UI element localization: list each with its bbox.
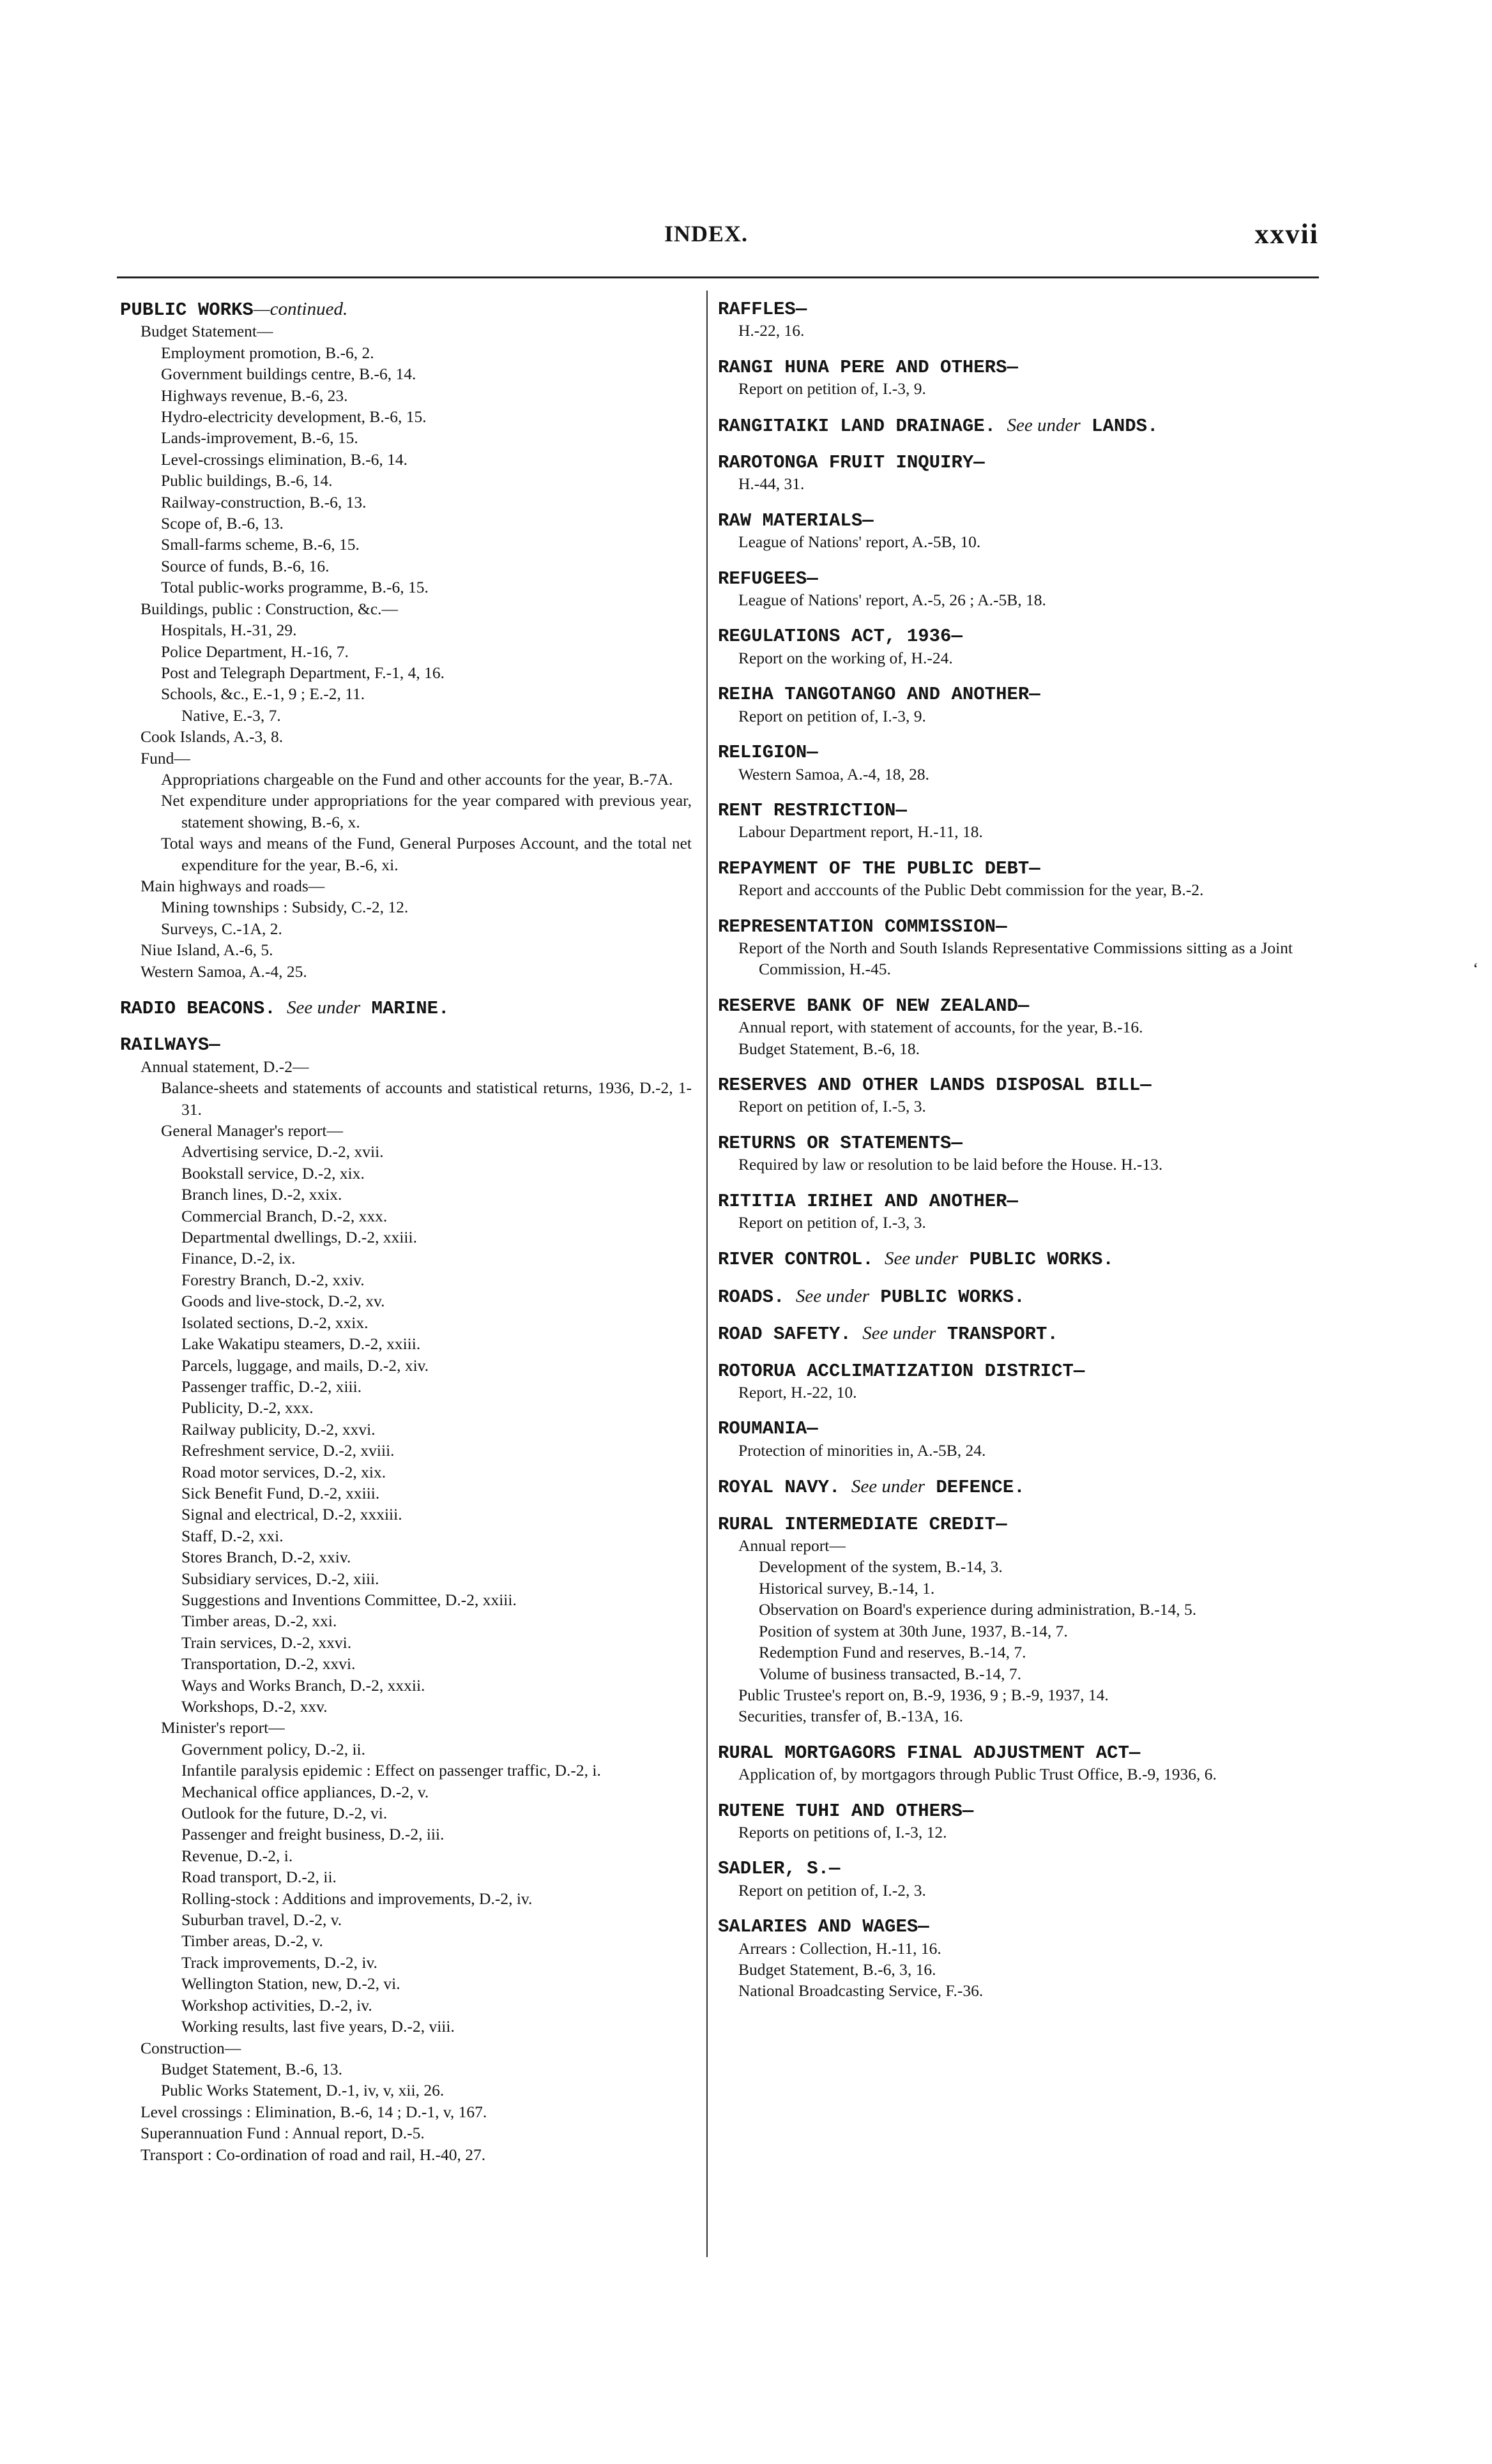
index-entry: Advertising service, D.-2, xvii.: [181, 1142, 384, 1161]
index-heading: [718, 1133, 1293, 1154]
index-entry: Public buildings, B.-6, 14.: [161, 471, 333, 490]
continued-text: —continued.: [253, 299, 348, 319]
index-heading: [718, 995, 1293, 1017]
index-entry: Road transport, D.-2, ii.: [181, 1868, 337, 1887]
index-entry: Finance, D.-2, ix.: [181, 1249, 296, 1268]
index-heading: [120, 299, 692, 321]
index-entry: Hydro-electricity development, B.-6, 15.: [161, 407, 427, 427]
index-entry: Goods and live-stock, D.-2, xv.: [181, 1292, 385, 1311]
index-entry: Fund—: [141, 748, 190, 767]
index-entry: Annual statement, D.-2—: [141, 1057, 309, 1076]
index-entry: Arrears : Collection, H.-11, 16.: [738, 1939, 941, 1958]
index-entry: Surveys, C.-1A, 2.: [161, 919, 282, 938]
index-entry: Budget Statement—: [141, 322, 273, 341]
see-under-text: See under: [1007, 414, 1081, 435]
heading-text: RAROTONGA FRUIT INQUIRY—: [718, 452, 985, 474]
index-entry: Forestry Branch, D.-2, xxiv.: [181, 1270, 365, 1289]
column-divider: [706, 291, 708, 2257]
index-heading: [718, 510, 1293, 531]
index-heading: [120, 1034, 692, 1055]
index-entry: Publicity, D.-2, xxx.: [181, 1398, 314, 1417]
index-entry: Passenger traffic, D.-2, xiii.: [181, 1377, 362, 1396]
index-entry: Buildings, public : Construction, &c.—: [141, 599, 399, 618]
index-entry: National Broadcasting Service, F.-36.: [738, 1981, 984, 2000]
index-entry: League of Nations' report, A.-5B, 10.: [738, 533, 981, 552]
index-entry: Rolling-stock : Additions and improvements, D.-2, iv.: [181, 1889, 533, 1908]
index-entry: Cook Islands, A.-3, 8.: [141, 727, 284, 746]
index-entry: Labour Department report, H.-11, 18.: [738, 822, 983, 842]
index-entry: Track improvements, D.-2, iv.: [181, 1953, 377, 1972]
index-heading: [718, 1361, 1293, 1382]
index-entry: Bookstall service, D.-2, xix.: [181, 1163, 365, 1183]
index-heading: [718, 568, 1293, 589]
index-entry: Mechanical office appliances, D.-2, v.: [181, 1782, 429, 1801]
heading-text: REIHA TANGOTANGO AND ANOTHER—: [718, 684, 1040, 706]
index-entry: Public Trustee's report on, B.-9, 1936, 9 ; B.-9, 1937, 14.: [738, 1685, 1109, 1704]
index-entry: Report of the North and South Islands Representative Commissions sitting as a Joint Commission, H.-45.: [738, 938, 1293, 979]
index-entry: Workshop activities, D.-2, iv.: [181, 1995, 372, 2014]
heading-text: RAILWAYS—: [120, 1034, 220, 1056]
index-heading: [718, 1286, 1293, 1308]
index-entry: Report on petition of, I.-5, 3.: [738, 1097, 926, 1116]
page-header: [0, 220, 1492, 259]
heading-text: RAFFLES—: [718, 299, 807, 320]
index-entry: Mining townships : Subsidy, C.-2, 12.: [161, 898, 409, 917]
index-entry: Wellington Station, new, D.-2, vi.: [181, 1974, 400, 1993]
heading-text: RETURNS OR STATEMENTS—: [718, 1132, 963, 1154]
index-entry: Total public-works programme, B.-6, 15.: [161, 578, 429, 597]
index-heading: [718, 1248, 1293, 1270]
index-entry: Scope of, B.-6, 13.: [161, 514, 284, 533]
index-heading: [718, 1858, 1293, 1879]
index-entry: Isolated sections, D.-2, xxix.: [181, 1313, 369, 1332]
index-entry: Small-farms scheme, B.-6, 15.: [161, 535, 360, 554]
index-entry: Construction—: [141, 2038, 241, 2057]
index-entry: Timber areas, D.-2, xxi.: [181, 1612, 337, 1631]
index-entry: Post and Telegraph Department, F.-1, 4, 16.: [161, 663, 445, 682]
see-under-text: See under: [862, 1323, 936, 1344]
index-entry: Balance-sheets and statements of accounts and statistical returns, 1936, D.-2, 1-31.: [161, 1078, 692, 1119]
index-entry: H.-44, 31.: [738, 474, 805, 494]
index-entry: Timber areas, D.-2, v.: [181, 1931, 323, 1951]
index-entry: Western Samoa, A.-4, 25.: [141, 962, 307, 981]
index-heading: [718, 1075, 1293, 1096]
index-column-right: [718, 299, 1293, 2002]
index-entry: Protection of minorities in, A.-5B, 24.: [738, 1440, 986, 1460]
index-entry: Staff, D.-2, xxi.: [181, 1526, 284, 1545]
index-heading: [718, 916, 1293, 937]
index-entry: Commercial Branch, D.-2, xxx.: [181, 1206, 388, 1225]
index-entry: Railway publicity, D.-2, xxvi.: [181, 1419, 376, 1439]
index-entry: Appropriations chargeable on the Fund and other accounts for the year, B.-7A.: [161, 769, 673, 789]
index-entry: Transportation, D.-2, xxvi.: [181, 1654, 356, 1674]
index-entry: Suggestions and Inventions Committee, D.-2, xxiii.: [181, 1590, 517, 1609]
heading-text: RURAL INTERMEDIATE CREDIT—: [718, 1513, 1007, 1535]
index-entry: Observation on Board's experience during administration, B.-14, 5.: [759, 1600, 1197, 1619]
index-heading: [718, 626, 1293, 647]
index-heading: [718, 415, 1293, 437]
index-heading: [718, 357, 1293, 378]
heading-text: REPRESENTATION COMMISSION—: [718, 916, 1007, 937]
cross-reference: PUBLIC WORKS.: [969, 1249, 1114, 1271]
index-heading: [718, 684, 1293, 705]
index-entry: Public Works Statement, D.-1, iv, v, xii, 26.: [161, 2081, 445, 2100]
index-entry: Train services, D.-2, xxvi.: [181, 1633, 352, 1652]
index-entry: Total ways and means of the Fund, General Purposes Account, and the total net expenditure for the year, B.-6, xi.: [161, 834, 692, 874]
index-entry: Minister's report—: [161, 1718, 285, 1737]
index-entry: Departmental dwellings, D.-2, xxiii.: [181, 1228, 417, 1247]
index-entry: Main highways and roads—: [141, 876, 325, 895]
index-heading: [718, 1323, 1293, 1345]
heading-text: REFUGEES—: [718, 568, 818, 589]
index-entry: Ways and Works Branch, D.-2, xxxii.: [181, 1675, 425, 1695]
index-entry: Transport : Co-ordination of road and rail, H.-40, 27.: [141, 2145, 486, 2164]
index-entry: Application of, by mortgagors through Public Trust Office, B.-9, 1936, 6.: [738, 1765, 1217, 1784]
heading-text: RITITIA IRIHEI AND ANOTHER—: [718, 1190, 1018, 1212]
cross-reference: PUBLIC WORKS.: [880, 1286, 1025, 1308]
index-entry: Infantile paralysis epidemic : Effect on passenger traffic, D.-2, i.: [181, 1761, 601, 1780]
see-under-text: See under: [795, 1285, 869, 1306]
see-under-text: See under: [885, 1248, 959, 1269]
cross-reference: DEFENCE.: [936, 1477, 1025, 1499]
index-heading: [718, 452, 1293, 473]
cross-reference: LANDS.: [1092, 415, 1159, 437]
index-entry: Government buildings centre, B.-6, 14.: [161, 365, 416, 384]
index-entry: Volume of business transacted, B.-14, 7.: [759, 1664, 1022, 1683]
index-entry: Report on petition of, I.-3, 9.: [738, 706, 926, 725]
see-under-text: See under: [851, 1476, 925, 1497]
index-entry: Suburban travel, D.-2, v.: [181, 1910, 342, 1930]
heading-text: REPAYMENT OF THE PUBLIC DEBT—: [718, 858, 1040, 879]
index-entry: Budget Statement, B.-6, 13.: [161, 2059, 343, 2078]
index-entry: Railway-construction, B.-6, 13.: [161, 492, 367, 511]
index-entry: Securities, transfer of, B.-13A, 16.: [738, 1707, 963, 1726]
heading-text: SALARIES AND WAGES—: [718, 1916, 929, 1938]
index-heading: [718, 1191, 1293, 1212]
index-entry: Report and acccounts of the Public Debt commission for the year, B.-2.: [738, 881, 1204, 900]
index-entry: Revenue, D.-2, i.: [181, 1846, 293, 1865]
index-entry: Position of system at 30th June, 1937, B.-14, 7.: [759, 1621, 1068, 1640]
heading-text: RUTENE TUHI AND OTHERS—: [718, 1800, 974, 1822]
heading-text: REGULATIONS ACT, 1936—: [718, 626, 963, 647]
index-entry: Superannuation Fund : Annual report, D.-5.: [141, 2124, 425, 2143]
index-entry: Working results, last five years, D.-2, viii.: [181, 2017, 455, 2036]
heading-text: RURAL MORTGAGORS FINAL ADJUSTMENT ACT—: [718, 1742, 1141, 1764]
heading-text: ROTORUA ACCLIMATIZATION DISTRICT—: [718, 1360, 1085, 1382]
heading-text: ROYAL NAVY.: [718, 1477, 841, 1499]
header-rule: [117, 276, 1319, 278]
index-entry: Passenger and freight business, D.-2, iii.: [181, 1825, 445, 1844]
index-entry: Highways revenue, B.-6, 23.: [161, 386, 348, 405]
see-under-text: See under: [287, 997, 361, 1018]
margin-mark: ʻ: [1473, 960, 1479, 978]
index-heading: [718, 858, 1293, 879]
index-heading: [120, 997, 692, 1019]
index-entry: Employment promotion, B.-6, 2.: [161, 343, 374, 362]
index-entry: Subsidiary services, D.-2, xiii.: [181, 1569, 379, 1588]
index-entry: Report on petition of, I.-3, 3.: [738, 1213, 926, 1232]
index-entry: H.-22, 16.: [738, 321, 805, 340]
index-entry: Branch lines, D.-2, xxix.: [181, 1185, 342, 1204]
index-entry: Refreshment service, D.-2, xviii.: [181, 1441, 395, 1460]
index-heading: [718, 1476, 1293, 1498]
cross-reference: MARINE.: [371, 998, 450, 1019]
heading-text: ROADS.: [718, 1286, 785, 1308]
index-heading: [718, 1801, 1293, 1822]
index-entry: Redemption Fund and reserves, B.-14, 7.: [759, 1643, 1026, 1662]
index-entry: Sick Benefit Fund, D.-2, xxiii.: [181, 1483, 380, 1502]
index-entry: Level crossings : Elimination, B.-6, 14 ; D.-1, v, 167.: [141, 2102, 487, 2121]
index-heading: [718, 1916, 1293, 1937]
index-heading: [718, 800, 1293, 821]
index-entry: Police Department, H.-16, 7.: [161, 642, 349, 661]
index-entry: Schools, &c., E.-1, 9 ; E.-2, 11.: [161, 684, 365, 704]
index-entry: Development of the system, B.-14, 3.: [759, 1557, 1003, 1576]
index-heading: [718, 1418, 1293, 1439]
index-entry: Signal and electrical, D.-2, xxxiii.: [181, 1505, 402, 1524]
index-entry: Workshops, D.-2, xxv.: [181, 1697, 328, 1716]
heading-text: RELIGION—: [718, 742, 818, 764]
index-entry: Annual report, with statement of accounts, for the year, B.-16.: [738, 1018, 1143, 1037]
index-entry: Report on the working of, H.-24.: [738, 648, 953, 667]
index-entry: Historical survey, B.-14, 1.: [759, 1578, 935, 1598]
heading-text: RANGITAIKI LAND DRAINAGE.: [718, 415, 996, 437]
index-entry: Budget Statement, B.-6, 3, 16.: [738, 1960, 936, 1979]
index-entry: Outlook for the future, D.-2, vi.: [181, 1804, 388, 1823]
cross-reference: TRANSPORT.: [947, 1324, 1058, 1345]
index-entry: Source of funds, B.-6, 16.: [161, 556, 330, 575]
index-entry: Western Samoa, A.-4, 18, 28.: [738, 764, 929, 783]
index-heading: [718, 1742, 1293, 1764]
index-entry: Report, H.-22, 10.: [738, 1383, 857, 1402]
index-entry: Report on petition of, I.-2, 3.: [738, 1880, 926, 1900]
heading-text: PUBLIC WORKS: [120, 299, 254, 321]
heading-text: SADLER, S.—: [718, 1858, 841, 1880]
index-entry: Niue Island, A.-6, 5.: [141, 941, 273, 960]
index-entry: General Manager's report—: [161, 1121, 343, 1140]
index-entry: Net expenditure under appropriations for the year compared with previous year, statement showing, B.-6, x.: [161, 791, 692, 831]
index-heading: [718, 1514, 1293, 1535]
running-title: INDEX.: [664, 221, 749, 246]
index-heading: [718, 742, 1293, 763]
index-entry: League of Nations' report, A.-5, 26 ; A.-5B, 18.: [738, 591, 1046, 610]
index-entry: Required by law or resolution to be laid before the House. H.-13.: [738, 1155, 1163, 1174]
index-entry: Native, E.-3, 7.: [181, 706, 281, 725]
index-entry: Level-crossings elimination, B.-6, 14.: [161, 450, 407, 469]
heading-text: RADIO BEACONS.: [120, 998, 276, 1019]
index-heading: [718, 299, 1293, 320]
heading-text: RANGI HUNA PERE AND OTHERS—: [718, 356, 1018, 378]
index-entry: Stores Branch, D.-2, xxiv.: [181, 1548, 351, 1567]
heading-text: RENT RESTRICTION—: [718, 799, 907, 821]
heading-text: ROUMANIA—: [718, 1418, 818, 1440]
heading-text: RESERVE BANK OF NEW ZEALAND—: [718, 995, 1030, 1017]
heading-text: RIVER CONTROL.: [718, 1249, 874, 1271]
heading-text: RAW MATERIALS—: [718, 510, 874, 531]
page-number: xxvii: [1254, 218, 1319, 250]
heading-text: ROAD SAFETY.: [718, 1324, 851, 1345]
index-entry: Parcels, luggage, and mails, D.-2, xiv.: [181, 1356, 429, 1375]
index-entry: Lands-improvement, B.-6, 15.: [161, 428, 358, 448]
index-column-left: [120, 299, 692, 2165]
index-entry: Hospitals, H.-31, 29.: [161, 621, 297, 640]
index-entry: Annual report—: [738, 1536, 846, 1555]
index-entry: Lake Wakatipu steamers, D.-2, xxiii.: [181, 1334, 421, 1354]
index-entry: Report on petition of, I.-3, 9.: [738, 379, 926, 398]
index-entry: Road motor services, D.-2, xix.: [181, 1462, 386, 1481]
index-entry: Budget Statement, B.-6, 18.: [738, 1039, 920, 1058]
heading-text: RESERVES AND OTHER LANDS DISPOSAL BILL—: [718, 1074, 1152, 1096]
index-entry: Reports on petitions of, I.-3, 12.: [738, 1822, 947, 1841]
index-entry: Government policy, D.-2, ii.: [181, 1739, 365, 1758]
